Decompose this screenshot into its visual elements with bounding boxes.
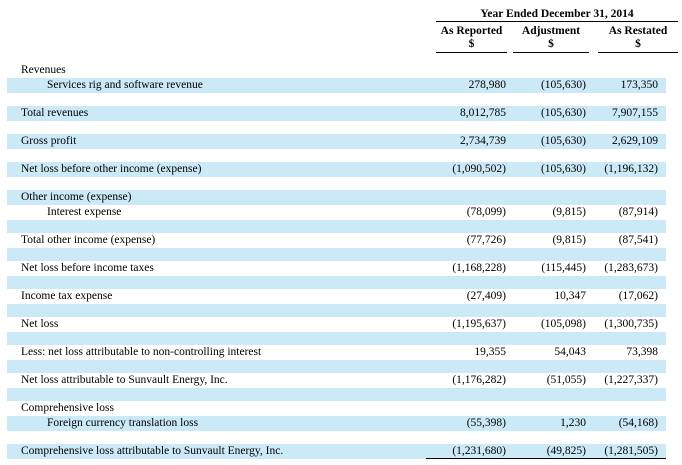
row-label: Foreign currency translation loss xyxy=(47,417,199,429)
cell-value xyxy=(506,190,586,205)
cell-value xyxy=(586,401,666,416)
cell-value: (87,914) xyxy=(618,206,658,218)
cell-value: 8,012,785 xyxy=(460,107,506,119)
cell-value: (1,281,505) xyxy=(586,444,666,459)
row-label: Interest expense xyxy=(47,206,122,218)
period-header: Year Ended December 31, 2014 xyxy=(436,8,678,22)
row-label: Net loss before income taxes xyxy=(21,262,154,274)
spacer-row xyxy=(7,388,666,401)
table-row xyxy=(7,190,666,205)
cell-value: (1,168,228) xyxy=(452,262,506,274)
row-label: Comprehensive loss attributable to Sunvault Energy, Inc. xyxy=(21,445,284,457)
cell-value: (78,099) xyxy=(466,206,506,218)
cell-value: (1,227,337) xyxy=(604,374,658,386)
cell-value xyxy=(426,401,506,416)
dollar-sign-label: $ xyxy=(635,38,641,50)
spacer-row xyxy=(7,149,666,162)
cell-value: (9,815) xyxy=(552,234,586,246)
cell-value: (1,231,680) xyxy=(426,444,506,459)
row-label: Income tax expense xyxy=(21,290,113,302)
cell-value xyxy=(506,63,586,78)
cell-value: (1,300,735) xyxy=(604,318,658,330)
cell-value: (1,195,637) xyxy=(452,318,506,330)
row-label: Total other income (expense) xyxy=(21,234,156,246)
cell-value: (105,098) xyxy=(540,318,586,330)
table-row xyxy=(7,373,666,388)
spacer-row xyxy=(7,220,666,233)
spacer-row xyxy=(7,93,666,106)
cell-value: (1,196,132) xyxy=(604,163,658,175)
column-header-as-restated xyxy=(598,25,678,53)
row-label: Services rig and software revenue xyxy=(47,79,203,91)
table-row xyxy=(7,134,666,149)
cell-value: (105,630) xyxy=(540,79,586,91)
row-label: Revenues xyxy=(21,64,66,76)
table-row xyxy=(7,289,666,304)
table-row xyxy=(7,401,666,416)
cell-value: (54,168) xyxy=(618,417,658,429)
cell-value: (105,630) xyxy=(540,163,586,175)
row-label: Net loss xyxy=(21,318,59,330)
row-label: Gross profit xyxy=(21,135,77,147)
table-row xyxy=(7,416,666,431)
spacer-row xyxy=(7,177,666,190)
spacer-row xyxy=(7,304,666,317)
cell-value: (1,283,673) xyxy=(604,262,658,274)
spacer-row xyxy=(7,121,666,134)
cell-value: (77,726) xyxy=(466,234,506,246)
row-label: Net loss before other income (expense) xyxy=(21,163,202,175)
cell-value: 73,398 xyxy=(626,346,658,358)
cell-value xyxy=(506,401,586,416)
column-headers xyxy=(436,25,678,53)
cell-value xyxy=(586,63,666,78)
column-header-label: Adjustment xyxy=(521,25,581,37)
table-row xyxy=(7,162,666,177)
spacer-row xyxy=(7,332,666,345)
table-row xyxy=(7,317,666,332)
spacer-row xyxy=(7,360,666,373)
cell-value xyxy=(426,63,506,78)
cell-value: 19,355 xyxy=(474,346,506,358)
cell-value: (49,825) xyxy=(506,444,586,459)
column-header-adjustment xyxy=(513,25,589,53)
financial-table-body xyxy=(7,63,666,459)
cell-value: 2,629,109 xyxy=(612,135,658,147)
column-header-as-reported xyxy=(436,25,507,53)
cell-value: (1,090,502) xyxy=(452,163,506,175)
row-label: Less: net loss attributable to non-controlling interest xyxy=(21,346,262,358)
row-label: Total revenues xyxy=(21,107,89,119)
cell-value: (51,055) xyxy=(546,374,586,386)
dollar-sign-label: $ xyxy=(548,38,554,50)
cell-value: 173,350 xyxy=(620,79,658,91)
cell-value: (9,815) xyxy=(552,206,586,218)
cell-value: 54,043 xyxy=(554,346,586,358)
table-row xyxy=(7,78,666,93)
row-label: Other income (expense) xyxy=(21,191,132,203)
cell-value: (87,541) xyxy=(618,234,658,246)
spacer-row xyxy=(7,276,666,289)
cell-value: 10,347 xyxy=(554,290,586,302)
spacer-row xyxy=(7,248,666,261)
cell-value: (105,630) xyxy=(540,135,586,147)
cell-value: (27,409) xyxy=(466,290,506,302)
table-row xyxy=(7,233,666,248)
cell-value: 2,734,739 xyxy=(460,135,506,147)
row-label: Net loss attributable to Sunvault Energy, Inc. xyxy=(21,374,228,386)
cell-value: 1,230 xyxy=(560,417,586,429)
table-row xyxy=(7,261,666,276)
column-header-label: As Reported xyxy=(440,25,503,37)
dollar-sign-label: $ xyxy=(468,38,475,50)
table-header xyxy=(436,8,678,53)
spacer-row xyxy=(7,431,666,444)
table-row xyxy=(7,345,666,360)
cell-value xyxy=(586,190,666,205)
cell-value: 7,907,155 xyxy=(612,107,658,119)
table-row xyxy=(7,106,666,121)
table-row xyxy=(7,205,666,220)
cell-value: (115,445) xyxy=(541,262,586,274)
row-label: Comprehensive loss xyxy=(21,402,114,414)
financial-statement xyxy=(0,8,682,459)
cell-value: 278,980 xyxy=(468,79,506,91)
column-header-label: As Restated xyxy=(608,25,668,37)
cell-value: (55,398) xyxy=(466,417,506,429)
cell-value: (17,062) xyxy=(618,290,658,302)
cell-value xyxy=(426,190,506,205)
table-row xyxy=(7,444,666,459)
cell-value: (105,630) xyxy=(540,107,586,119)
table-row xyxy=(7,63,666,78)
cell-value: (1,176,282) xyxy=(452,374,506,386)
